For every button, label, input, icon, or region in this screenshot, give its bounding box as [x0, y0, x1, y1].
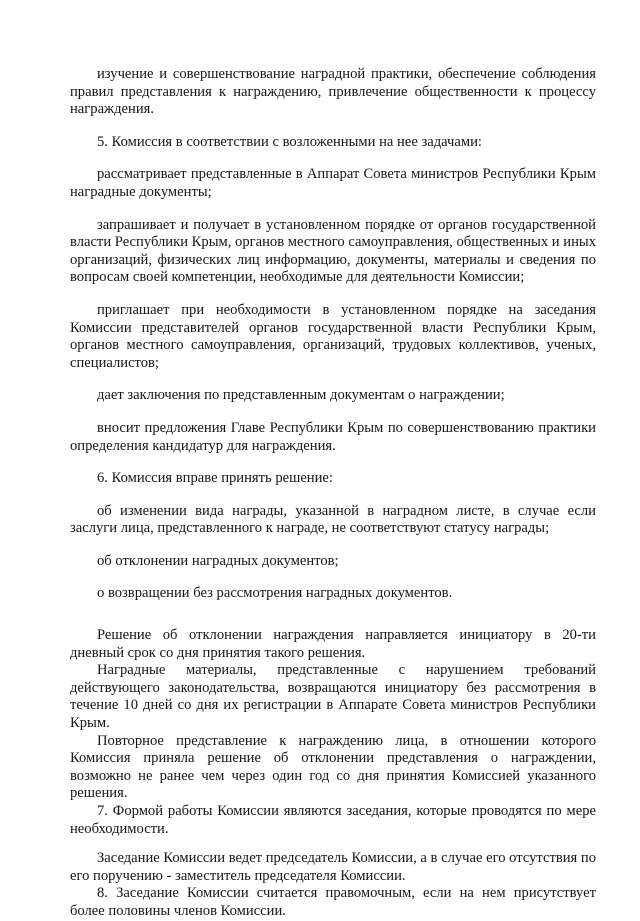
- paragraph-change-award-type: об изменении вида награды, указанной в наградном листе, в случае если заслуги лица, представленного к награде, не соответствуют статусу награды;: [70, 502, 596, 537]
- paragraph-meeting-chair: Заседание Комиссии ведет председатель Комиссии, а в случае его отсутствия по его поручению - заместитель председателя Комиссии.: [70, 850, 596, 884]
- paragraph-gives-conclusions: дает заключения по представленным документам о награждении;: [97, 387, 505, 404]
- paragraph-reviews-documents: рассматривает представленные в Аппарат Совета министров Республики Крым наградные документы;: [70, 166, 596, 200]
- paragraph-returned-materials: Наградные материалы, представленные с нарушением требований действующего законодательства, возвращаются инициатору без рассмотрения в течение 10 дней со дня их регистрации в Аппарате Совета министров Республики Крым.: [70, 662, 596, 732]
- paragraph-item-6-heading: 6. Комиссия вправе принять решение:: [97, 470, 333, 487]
- paragraph-invites-representatives: приглашает при необходимости в установленном порядке на заседания Комиссии представителей органов государственной власти Республики Крым, органов местного самоуправления, организаций, трудовых коллективов, ученых, специалистов;: [70, 301, 596, 371]
- paragraph-reject-documents: об отклонении наградных документов;: [97, 552, 339, 569]
- paragraph-rejection-notice: Решение об отклонении награждения направляется инициатору в 20-ти дневный срок со дня принятия такого решения.: [70, 627, 596, 661]
- paragraph-item-7: 7. Формой работы Комиссии являются заседания, которые проводятся по мере необходимости.: [70, 803, 596, 837]
- paragraph-award-practice: изучение и совершенствование наградной практики, обеспечение соблюдения правил представления к награждению, привлечение общественности к процессу награждения.: [70, 66, 596, 118]
- paragraph-return-documents: о возвращении без рассмотрения наградных документов.: [97, 585, 453, 602]
- paragraph-repeat-submission: Повторное представление к награждению лица, в отношении которого Комиссия приняла решение об отклонении представления о награждении, возможно не ранее чем через один год со дня принятия Комиссией указанного решения.: [70, 732, 596, 802]
- paragraph-requests-information: запрашивает и получает в установленном порядке от органов государственной власти Республики Крым, органов местного самоуправления, общественных и иных организаций, физических лиц информацию, документы, материалы и сведения по вопросам своей компетенции, необходимые для деятельности Комиссии;: [70, 216, 596, 286]
- paragraph-item-5-heading: 5. Комиссия в соответствии с возложенными на нее задачами:: [97, 133, 482, 150]
- paragraph-submits-proposals: вносит предложения Главе Республики Крым по совершенствованию практики определения кандидатур для награждения.: [70, 419, 596, 454]
- paragraph-item-8-quorum: 8. Заседание Комиссии считается правомочным, если на нем присутствует более половины членов Комиссии.: [70, 885, 596, 919]
